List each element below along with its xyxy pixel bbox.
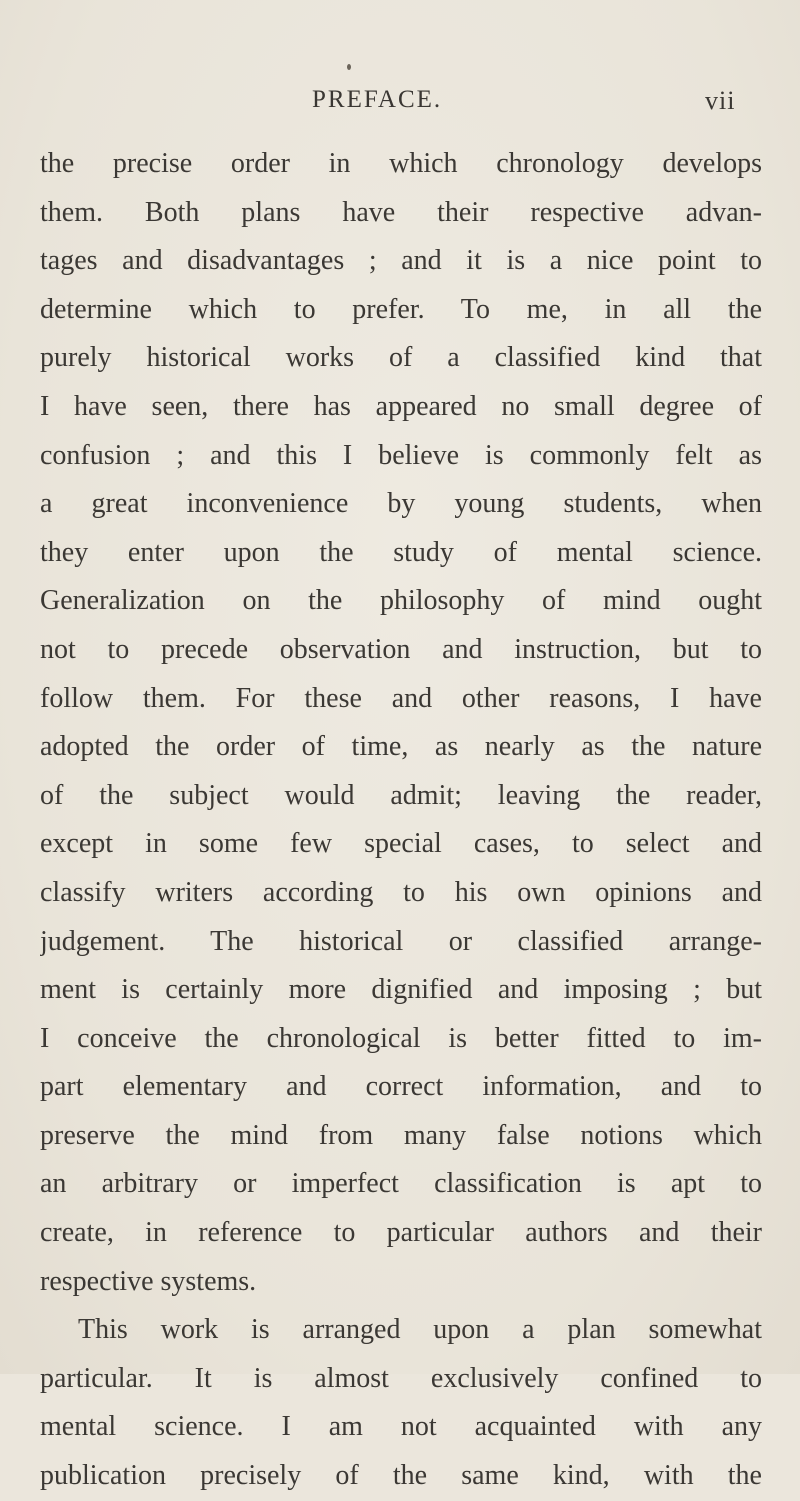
page-number: vii (705, 86, 736, 115)
text-line: tages and disadvantages ; and it is a nice point to (40, 245, 762, 277)
text-line: judgement. The historical or classified arrange- (40, 925, 762, 957)
text-line: not to precede observation and instruction, but to (40, 633, 762, 665)
text-line: create, in reference to particular authors and their (40, 1217, 762, 1249)
text-line: preserve the mind from many false notions which (40, 1119, 762, 1151)
text-line: them. Both plans have their respective advan- (40, 196, 762, 228)
text-line: ment is certainly more dignified and imposing ; but (40, 974, 762, 1006)
text-line: purely historical works of a classified kind that (40, 342, 762, 374)
page-header (0, 86, 800, 126)
text-line: determine which to prefer. To me, in all the (40, 293, 762, 325)
text-line: a great inconvenience by young students, when (40, 488, 762, 520)
print-speck (347, 64, 351, 70)
text-line: This work is arranged upon a plan somewhat (78, 1314, 762, 1346)
text-line: mental science. I am not acquainted with any (40, 1411, 762, 1443)
text-line: follow them. For these and other reasons, I have (40, 682, 762, 714)
text-line: adopted the order of time, as nearly as the nature (40, 731, 762, 763)
running-title: PREFACE. (312, 86, 443, 113)
text-line: except in some few special cases, to select and (40, 828, 762, 860)
text-line: an arbitrary or imperfect classification is apt to (40, 1168, 762, 1200)
text-line: I have seen, there has appeared no small degree of (40, 390, 762, 422)
text-line: they enter upon the study of mental science. (40, 536, 762, 568)
text-line: particular. It is almost exclusively confined to (40, 1362, 762, 1394)
text-line: of the subject would admit; leaving the reader, (40, 779, 762, 811)
text-line: Generalization on the philosophy of mind ought (40, 585, 762, 617)
text-line: classify writers according to his own opinions and (40, 876, 762, 908)
text-line: respective systems. (40, 1265, 257, 1297)
text-line: the precise order in which chronology develops (40, 148, 762, 179)
text-line: I conceive the chronological is better fitted to im- (40, 1022, 762, 1054)
text-line: confusion ; and this I believe is commonly felt as (40, 439, 762, 471)
text-line: part elementary and correct information, and to (40, 1071, 762, 1103)
text-line: publication precisely of the same kind, with the (40, 1460, 762, 1492)
body-text (40, 140, 762, 1501)
